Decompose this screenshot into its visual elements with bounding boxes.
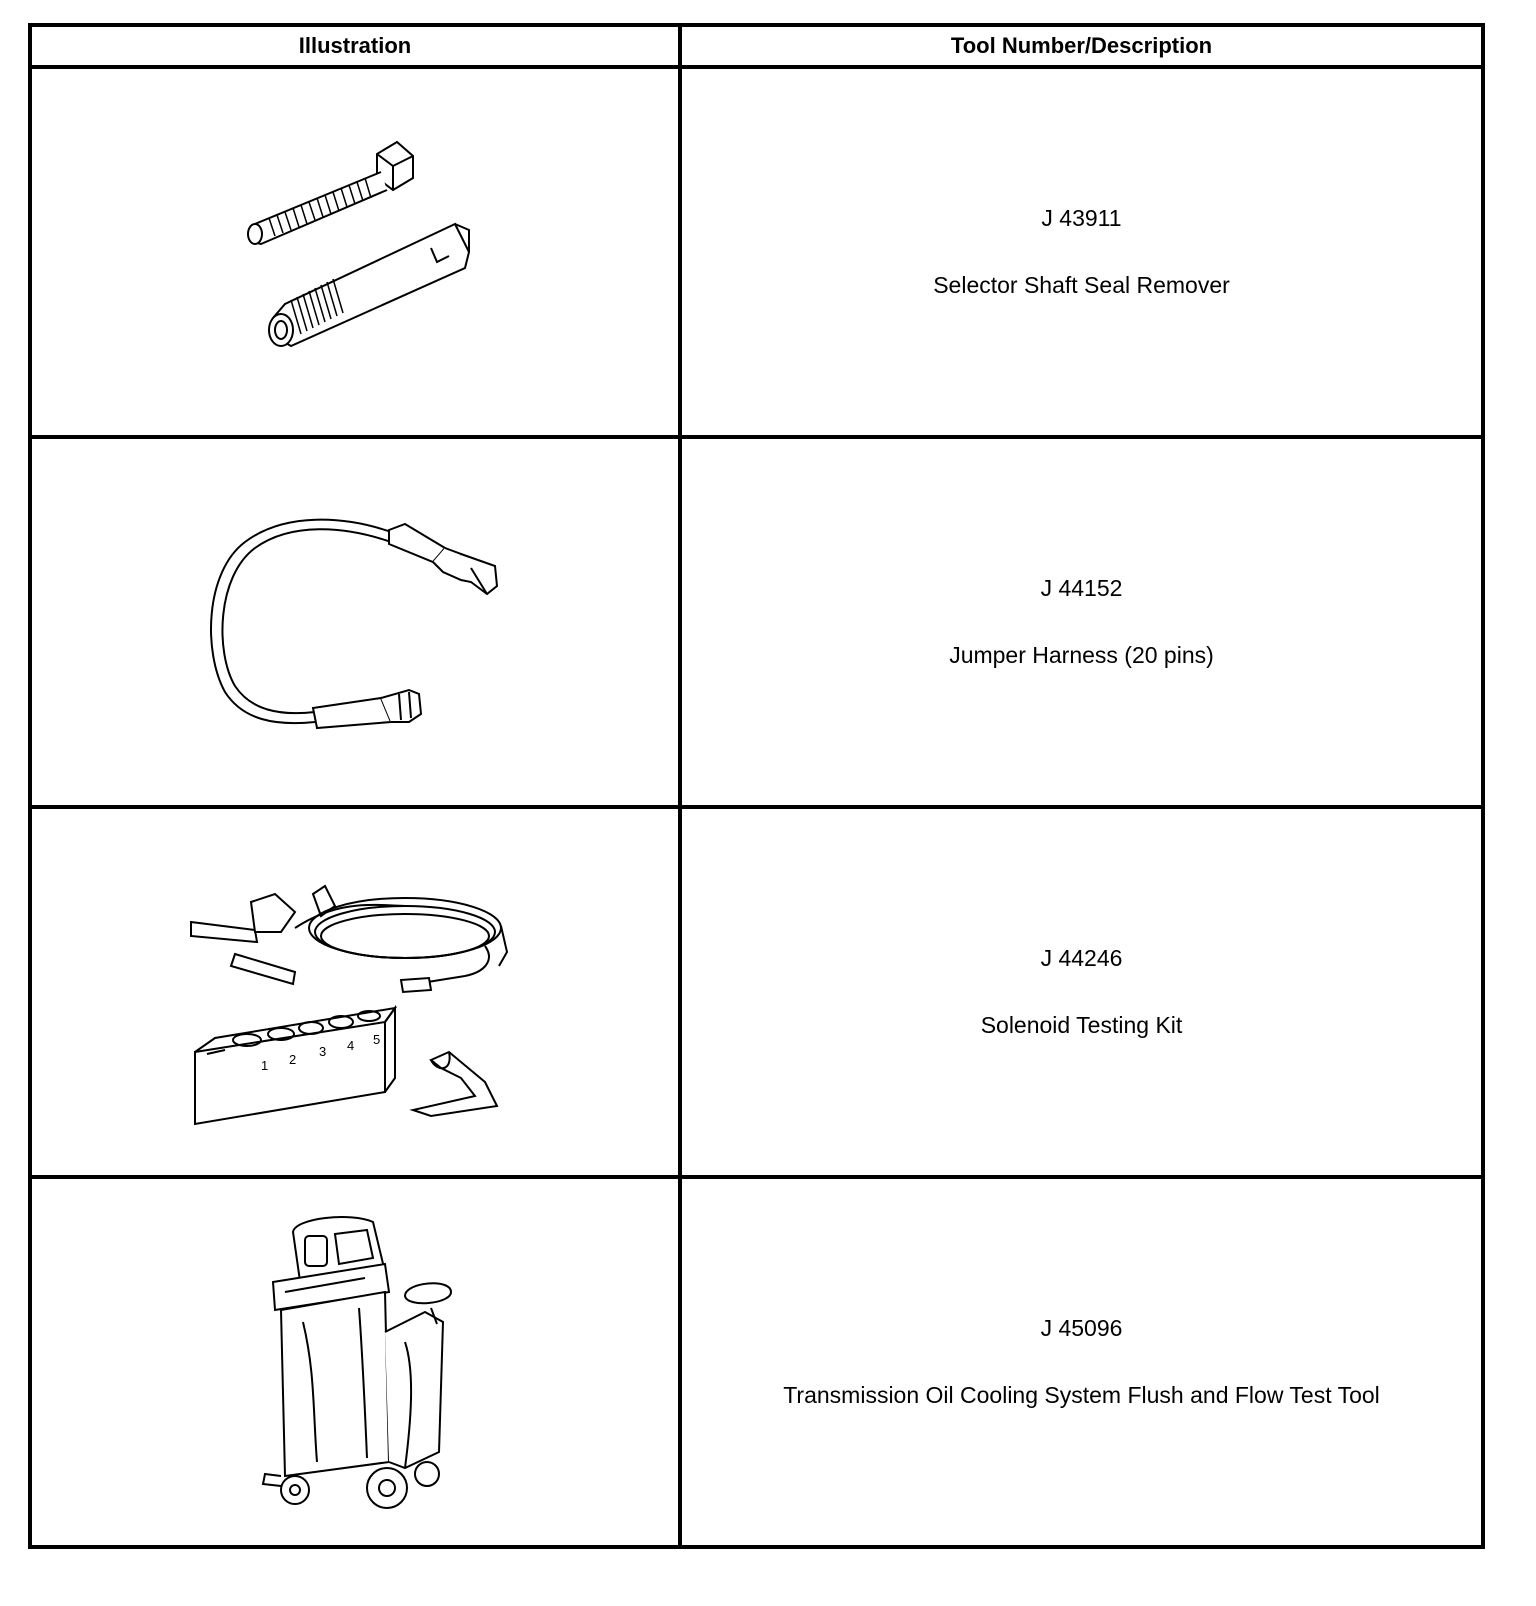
tool-number: J 44246: [1040, 945, 1123, 971]
illustration-cell: [30, 1177, 680, 1547]
block-label: 5: [373, 1032, 381, 1047]
tool-description-cell: [680, 1177, 1483, 1547]
solenoid-testing-kit-icon: [185, 842, 525, 1142]
table-row: [30, 1177, 1483, 1547]
selector-shaft-seal-remover-icon: [225, 132, 485, 372]
header-illustration: Illustration: [30, 25, 680, 67]
tool-description: Solenoid Testing Kit: [980, 1012, 1183, 1038]
tool-description-cell: [680, 67, 1483, 437]
header-row: [30, 25, 1483, 67]
block-label: 4: [347, 1038, 355, 1053]
table-row: [30, 807, 1483, 1177]
illustration-cell: [30, 67, 680, 437]
tool-description-cell: [680, 807, 1483, 1177]
special-tools-table: [28, 23, 1485, 1549]
table-row: [30, 67, 1483, 437]
tool-number: J 44152: [1040, 575, 1123, 601]
block-label: 3: [319, 1044, 327, 1059]
tool-number: J 43911: [1041, 205, 1122, 231]
header-tool-number-description: Tool Number/Description: [680, 25, 1483, 67]
table-row: [30, 437, 1483, 807]
block-label: 1: [261, 1058, 269, 1073]
jumper-harness-icon: [195, 502, 515, 742]
tool-number: J 45096: [1040, 1315, 1123, 1341]
tool-description: Selector Shaft Seal Remover: [933, 272, 1230, 298]
tool-description-cell: [680, 437, 1483, 807]
tool-description: Jumper Harness (20 pins): [949, 642, 1214, 668]
flush-flow-test-tool-icon: [255, 1212, 455, 1512]
illustration-cell: [30, 807, 680, 1177]
block-label: 2: [289, 1052, 297, 1067]
tool-description: Transmission Oil Cooling System Flush and Flow Test Tool: [783, 1382, 1380, 1408]
illustration-cell: [30, 437, 680, 807]
